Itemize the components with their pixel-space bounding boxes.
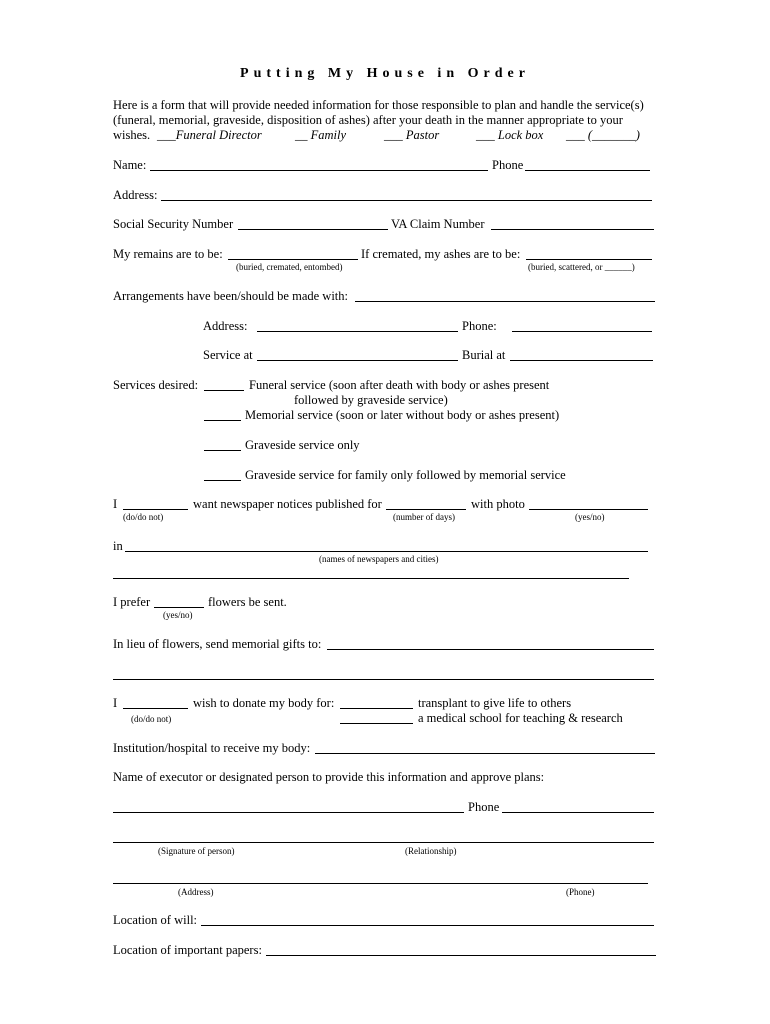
newspaper-days-field[interactable] xyxy=(386,509,466,510)
option-family[interactable]: __ Family xyxy=(295,128,347,142)
name-label: Name: xyxy=(113,158,147,172)
services-label: Services desired: xyxy=(113,378,199,392)
graveside-only-blank[interactable] xyxy=(204,450,241,451)
name-field[interactable] xyxy=(150,170,488,171)
ashes-label: If cremated, my ashes are to be: xyxy=(361,247,521,261)
address-label: Address: xyxy=(113,188,158,202)
ashes-hint: (buried, scattered, or ______) xyxy=(528,262,635,272)
va-claim-label: VA Claim Number xyxy=(391,217,485,231)
donate-do-hint: (do/do not) xyxy=(131,714,172,724)
donate-wish-text: wish to donate my body for: xyxy=(193,696,335,710)
option-lock-box[interactable]: ___ Lock box xyxy=(476,128,544,142)
newspaper-names-field[interactable] xyxy=(125,551,648,552)
institution-field[interactable] xyxy=(315,753,655,754)
donate-medical-text: a medical school for teaching & research xyxy=(418,711,623,725)
donate-medical-blank[interactable] xyxy=(340,723,413,724)
arr-address-label: Address: xyxy=(203,319,248,333)
graveside-family-blank[interactable] xyxy=(204,480,241,481)
burial-at-label: Burial at xyxy=(462,348,506,362)
graveside-family-text: Graveside service for family only followed by memorial service xyxy=(245,468,566,482)
ssn-field[interactable] xyxy=(238,229,388,230)
option-other[interactable]: ___ (_______) xyxy=(566,128,640,142)
newspaper-do-field[interactable] xyxy=(123,509,188,510)
newspaper-days-hint: (number of days) xyxy=(393,512,455,522)
executor-label: Name of executor or designated person to provide this information and approve plans: xyxy=(113,770,545,784)
arr-address-field[interactable] xyxy=(257,331,458,332)
donate-transplant-blank[interactable] xyxy=(340,708,413,709)
graveside-only-text: Graveside service only xyxy=(245,438,360,452)
flowers-field[interactable] xyxy=(154,607,204,608)
arr-phone-field[interactable] xyxy=(512,331,652,332)
phone-label: Phone xyxy=(492,158,524,172)
remains-hint: (buried, cremated, entombed) xyxy=(236,262,343,272)
will-location-field[interactable] xyxy=(201,925,654,926)
burial-at-field[interactable] xyxy=(510,360,653,361)
signature-hint: (Signature of person) xyxy=(158,846,235,856)
funeral-service-blank[interactable] xyxy=(204,390,244,391)
executor-phone-label: Phone xyxy=(468,800,500,814)
phone-field[interactable] xyxy=(525,170,650,171)
option-funeral-director[interactable]: ___Funeral Director xyxy=(157,128,262,142)
newspaper-names-field-2[interactable] xyxy=(113,578,629,579)
donate-transplant-text: transplant to give life to others xyxy=(418,696,572,710)
newspaper-i: I xyxy=(113,497,118,511)
newspaper-want-text: want newspaper notices published for xyxy=(193,497,382,511)
service-at-label: Service at xyxy=(203,348,253,362)
memorial-service-text: Memorial service (soon or later without body or ashes present) xyxy=(245,408,560,422)
option-pastor[interactable]: ___ Pastor xyxy=(384,128,440,142)
address-field[interactable] xyxy=(161,200,652,201)
intro-line-3-prefix: wishes. xyxy=(113,128,151,142)
flowers-hint: (yes/no) xyxy=(163,610,193,620)
ashes-field[interactable] xyxy=(526,259,652,260)
newspaper-in: in xyxy=(113,539,123,553)
newspaper-photo-field[interactable] xyxy=(529,509,648,510)
phone-hint: (Phone) xyxy=(566,887,595,897)
memorial-gifts-label: In lieu of flowers, send memorial gifts to: xyxy=(113,637,322,651)
donate-i: I xyxy=(113,696,118,710)
flowers-prefer: I prefer xyxy=(113,595,151,609)
executor-name-field[interactable] xyxy=(113,812,464,813)
executor-address-phone-field[interactable] xyxy=(113,883,648,884)
ssn-label: Social Security Number xyxy=(113,217,234,231)
donate-do-field[interactable] xyxy=(123,708,188,709)
funeral-service-text: Funeral service (soon after death with body or ashes present xyxy=(249,378,550,392)
will-location-label: Location of will: xyxy=(113,913,198,927)
newspaper-do-hint: (do/do not) xyxy=(123,512,164,522)
institution-label: Institution/hospital to receive my body: xyxy=(113,741,311,755)
relationship-hint: (Relationship) xyxy=(405,846,457,856)
address-hint: (Address) xyxy=(178,887,214,897)
intro-line-1: Here is a form that will provide needed information for those responsible to plan and handle the service(s) xyxy=(113,98,644,112)
signature-relationship-field[interactable] xyxy=(113,842,654,843)
service-at-field[interactable] xyxy=(257,360,458,361)
funeral-service-cont: followed by graveside service) xyxy=(294,393,448,407)
executor-phone-field[interactable] xyxy=(502,812,654,813)
papers-location-label: Location of important papers: xyxy=(113,943,262,957)
va-claim-field[interactable] xyxy=(491,229,654,230)
remains-field[interactable] xyxy=(228,259,358,260)
memorial-service-blank[interactable] xyxy=(204,420,241,421)
memorial-gifts-field-2[interactable] xyxy=(113,679,654,680)
arr-phone-label: Phone: xyxy=(462,319,497,333)
newspaper-photo-hint: (yes/no) xyxy=(575,512,605,522)
page-title: Putting My House in Order xyxy=(240,66,530,81)
arrangements-field[interactable] xyxy=(355,301,655,302)
papers-location-field[interactable] xyxy=(266,955,656,956)
remains-label: My remains are to be: xyxy=(113,247,223,261)
intro-line-2: (funeral, memorial, graveside, disposition of ashes) after your death in the manner appropriate to your xyxy=(113,113,623,127)
arrangements-label: Arrangements have been/should be made with: xyxy=(113,289,348,303)
flowers-sent: flowers be sent. xyxy=(208,595,287,609)
newspaper-photo-label: with photo xyxy=(471,497,525,511)
newspaper-names-hint: (names of newspapers and cities) xyxy=(319,554,439,564)
memorial-gifts-field[interactable] xyxy=(327,649,654,650)
